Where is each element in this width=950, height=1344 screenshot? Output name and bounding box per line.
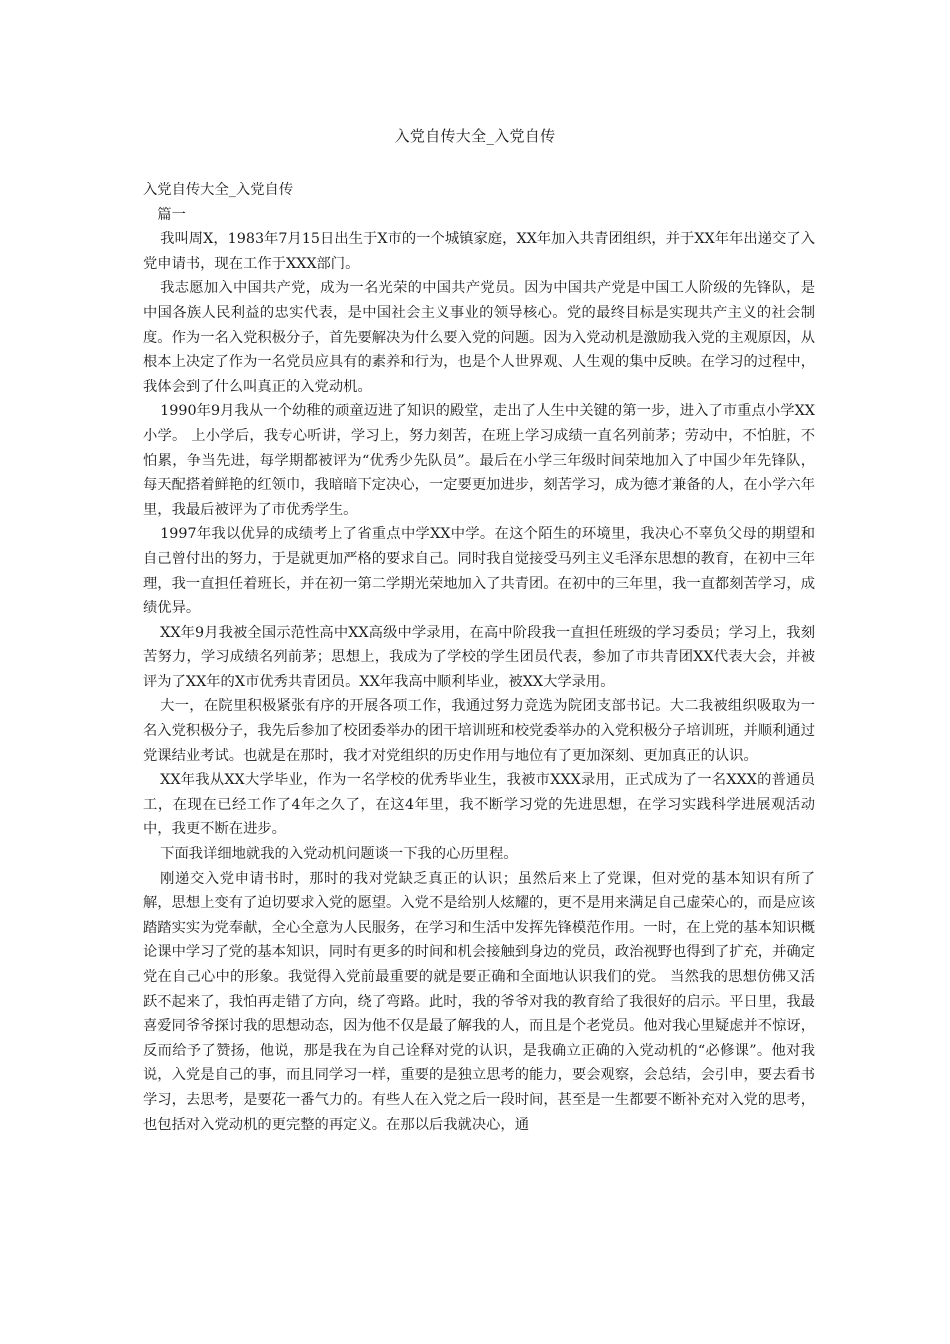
paragraph-6: 大一，在院里积极紧张有序的开展各项工作，我通过努力竞选为院团支部书记。大二我被组织吸取为一名入党积极分子，我先后参加了校团委举办的团干培训班和校党委举办的入党积极分子培训班，并顺利通过党课结业考试。也就是在那时，我才对党组织的历史作用与地位有了更加深刻、更加真正的认识。	[143, 698, 815, 764]
paragraph-2: 我志愿加入中国共产党，成为一名光荣的中国共产党员。因为中国共产党是中国工人阶级的先锋队，是中国各族人民利益的忠实代表，是中国社会主义事业的领导核心。党的最终目标是实现共产主义的社会制度。作为一名入党积极分子，首先要解决为什么要入党的问题。因为入党动机是激励我入党的主观原因，从根本上决定了作为一名党员应具有的素养和行为，也是个人世界观、人生观的集中反映。在学习的过程中，我体会到了什么叫真正的入党动机。	[143, 280, 815, 395]
document-subtitle: 入党自传大全_入党自传	[143, 182, 294, 198]
paragraph-8: 下面我详细地就我的入党动机问题谈一下我的心历里程。	[160, 846, 518, 863]
paragraph-9: 刚递交入党申请书时，那时的我对党缺乏真正的认识；虽然后来上了党课，但对党的基本知识有所了解，思想上变有了迫切要求入党的愿望。入党不是给别人炫耀的，更不是用来满足自己虚荣心的，而是应该踏踏实实为党奉献，全心全意为人民服务，在学习和生活中发挥先锋模范作用。一时，在上党的基本知识概论课中学习了党的基本知识，同时有更多的时间和机会接触到身边的党员，政治视野也得到了扩充，并确定党在自己心中的形象。我觉得入党前最重要的就是要正确和全面地认识我们的党。 当然我的思想仿佛又活跃不起来了，我怕再走错了方向，绕了弯路。此时，我的爷爷对我的教育给了我很好的启示。平日里，我最喜爱同爷爷探讨我的思想动态，因为他不仅是最了解我的人，而且是个老党员。他对我心里疑虑并不惊讶，反而给予了赞扬，他说，那是我在为自己诠释对党的认识，是我确立正确的入党动机的“必修课”。他对我说，入党是自己的事，而且同学习一样，重要的是独立思考的能力，要会观察，会总结，会引申，要去看书学习，去思考，是要花一番气力的。有些人在入党之后一段时间，甚至是一生都要不断补充对入党的思考，也包括对入党动机的更完整的再定义。在那以后我就决心，通	[143, 870, 815, 1133]
paragraph-5: XX年9月我被全国示范性高中XX高级中学录用，在高中阶段我一直担任班级的学习委员；学习上，我刻苦努力，学习成绩名列前茅；思想上，我成为了学校的学生团员代表，参加了市共青团XX代表大会，并被评为了XX年的X市优秀共青团员。XX年我高中顺利毕业，被XX大学录用。	[143, 624, 815, 690]
section-label: 篇一	[157, 206, 186, 223]
paragraph-3: 1990年9月我从一个幼稚的顽童迈进了知识的殿堂，走出了人生中关键的第一步，进入了市重点小学XX小学。 上小学后，我专心听讲，学习上，努力刻苦，在班上学习成绩一直名列前茅；劳动中，不怕脏，不怕累，争当先进，每学期都被评为“优秀少先队员”。最后在小学三年级时间荣地加入了中国少年先锋队，每天配搭着鲜艳的红领巾，我暗暗下定决心，一定要更加进步，刻苦学习，成为德才兼备的人，在小学六年里，我最后被评为了市优秀学生。	[143, 403, 815, 518]
document-title: 入党自传大全_入党自传	[394, 127, 556, 145]
paragraph-1: 我叫周X，1983年7月15日出生于X市的一个城镇家庭，XX年加入共青团组织，并于XX年年出递交了入党申请书，现在工作于XXX部门。	[143, 231, 815, 272]
document-body	[143, 178, 815, 1137]
paragraph-7: XX年我从XX大学毕业，作为一名学校的优秀毕业生，我被市XXX录用，正式成为了一名XXX的普通员工，在现在已经工作了4年之久了，在这4年里，我不断学习党的先进思想，在学习实践科学进展观活动中，我更不断在进步。	[143, 772, 815, 838]
paragraph-4: 1997年我以优异的成绩考上了省重点中学XX中学。在这个陌生的环境里，我决心不辜负父母的期望和自己曾付出的努力，于是就更加严格的要求自己。同时我自觉接受马列主义毛泽东思想的教育，在初中三年理，我一直担任着班长，并在初一第二学期光荣地加入了共青团。在初中的三年里，我一直都刻苦学习，成绩优异。	[143, 526, 815, 617]
